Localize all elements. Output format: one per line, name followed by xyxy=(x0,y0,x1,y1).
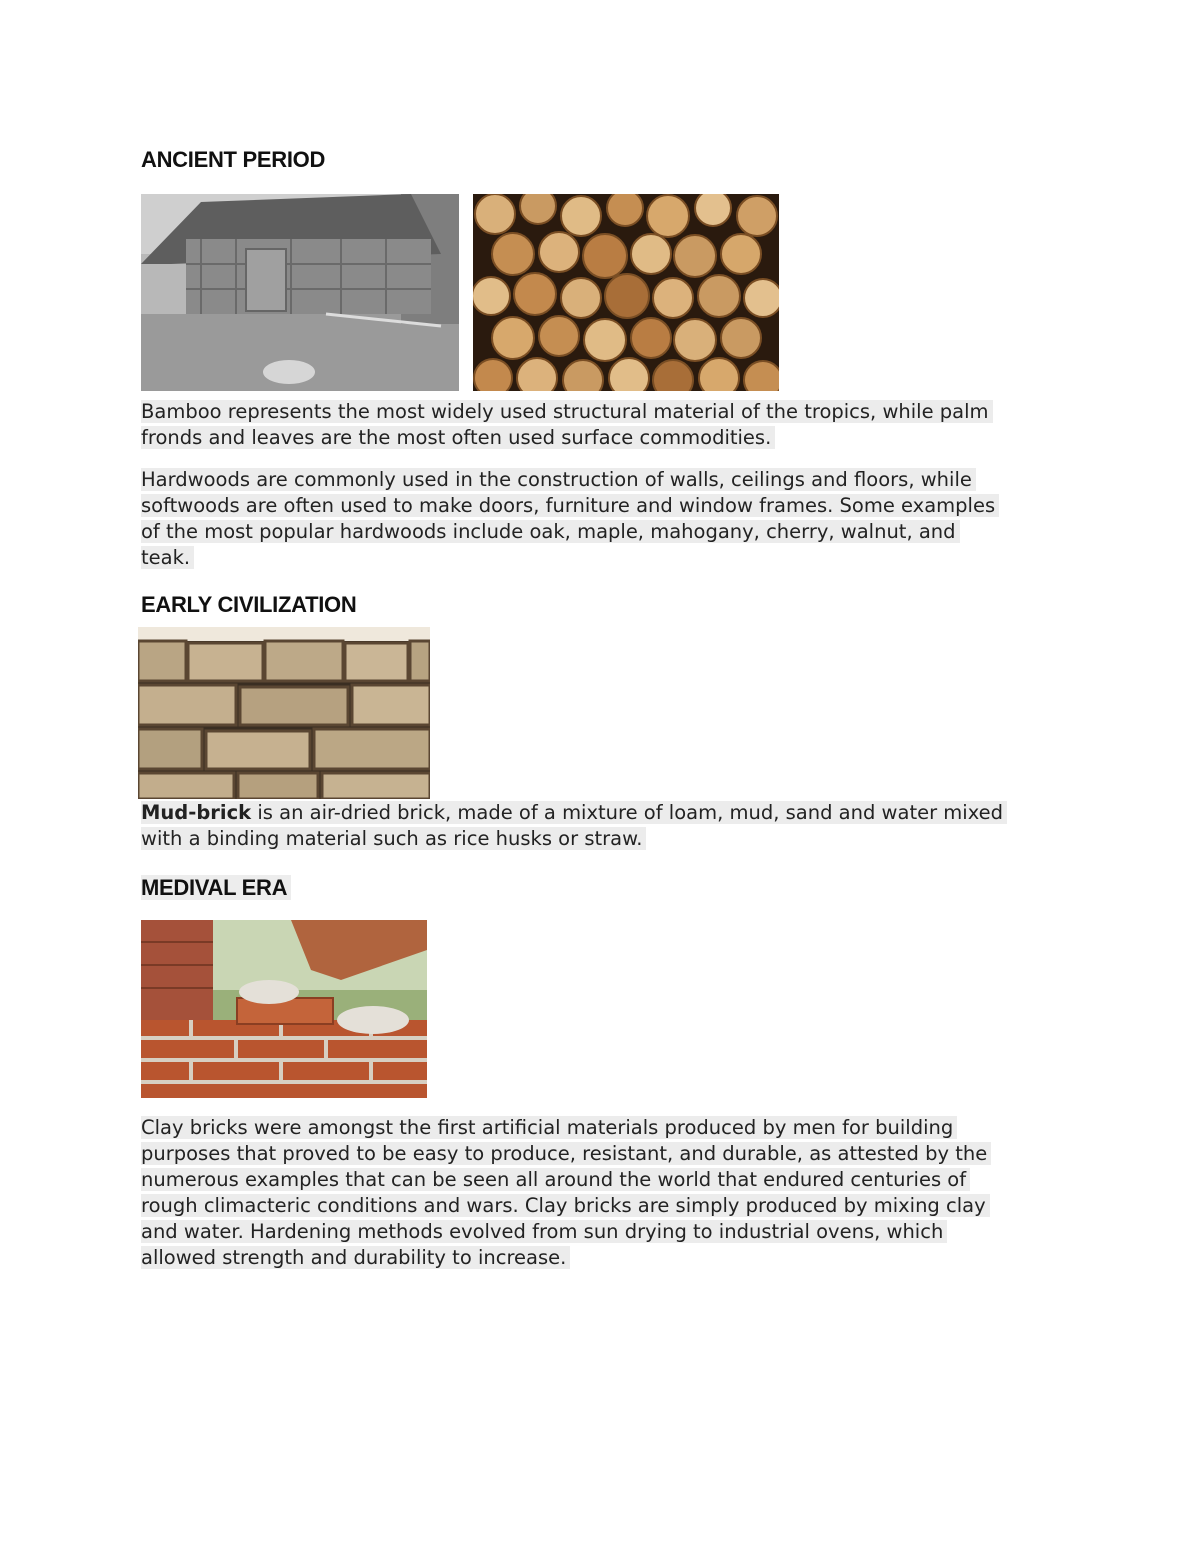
text-line: allowed strength and durability to increase. xyxy=(141,1245,991,1271)
text-line: Mud-brick is an air-dried brick, made of a mixture of loam, mud, sand and water mixed xyxy=(141,800,1007,826)
text-line: with a binding material such as rice husks or straw. xyxy=(141,826,1007,852)
text-line: Hardwoods are commonly used in the construction of walls, ceilings and floors, while xyxy=(141,467,999,493)
text-line: purposes that proved to be easy to produce, resistant, and durable, as attested by the xyxy=(141,1141,991,1167)
paragraph-bamboo xyxy=(141,399,993,451)
wood-logs-photo xyxy=(473,194,779,391)
bricklaying-photo xyxy=(141,920,427,1098)
text-line: fronds and leaves are the most often used surface commodities. xyxy=(141,425,993,451)
text-line: teak. xyxy=(141,545,999,571)
text-line: rough climacteric conditions and wars. Clay bricks are simply produced by mixing clay xyxy=(141,1193,991,1219)
text-line: and water. Hardening methods evolved from sun drying to industrial ovens, which xyxy=(141,1219,991,1245)
text-line: softwoods are often used to make doors, furniture and window frames. Some examples xyxy=(141,493,999,519)
text-line: Bamboo represents the most widely used structural material of the tropics, while palm xyxy=(141,399,993,425)
mud-brick-wall-photo xyxy=(138,627,430,799)
text-line: numerous examples that can be seen all around the world that endured centuries of xyxy=(141,1167,991,1193)
bamboo-hut-photo xyxy=(141,194,459,391)
heading-ancient-period: ANCIENT PERIOD xyxy=(141,147,326,172)
paragraph-clay-bricks xyxy=(141,1115,991,1271)
term-mud-brick: Mud-brick xyxy=(141,801,252,824)
paragraph-mud-brick xyxy=(141,800,1007,852)
paragraph-hardwoods xyxy=(141,467,999,571)
text-line: of the most popular hardwoods include oak, maple, mahogany, cherry, walnut, and xyxy=(141,519,999,545)
heading-early-civilization: EARLY CIVILIZATION xyxy=(141,592,357,617)
text-line: Clay bricks were amongst the first artificial materials produced by men for building xyxy=(141,1115,991,1141)
heading-medival-era: MEDIVAL ERA xyxy=(141,874,291,902)
